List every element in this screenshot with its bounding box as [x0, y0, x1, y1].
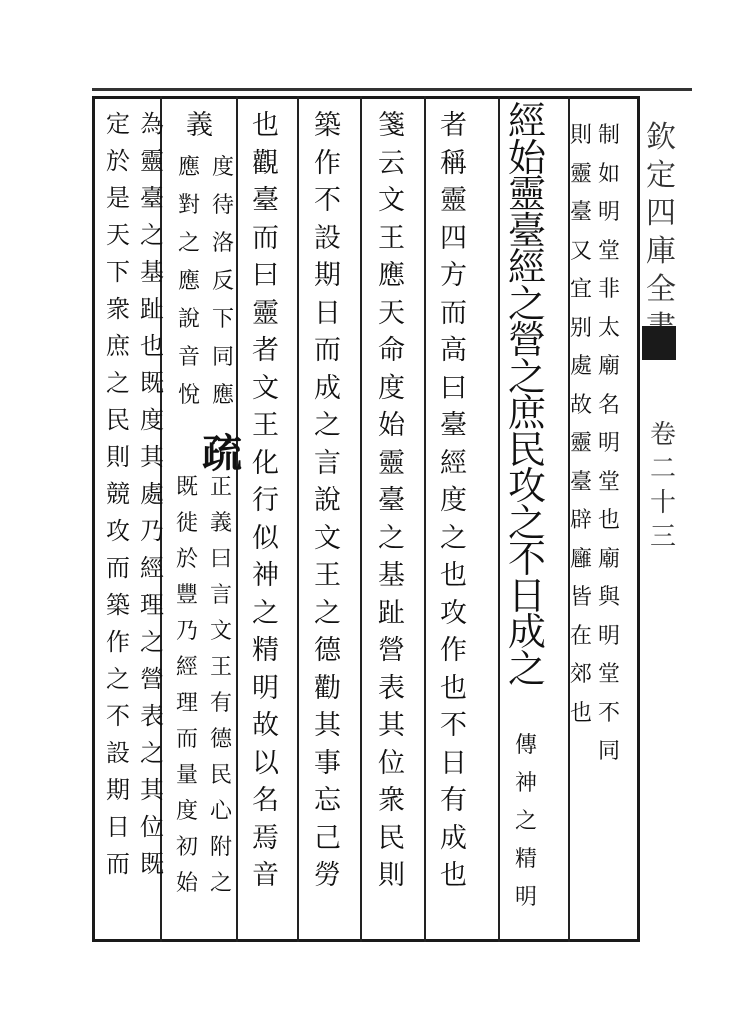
commentary-char: 似 — [252, 522, 279, 554]
margin-char: 三 — [650, 522, 677, 552]
commentary-char: 作 — [314, 147, 341, 179]
commentary-char: 也 — [440, 672, 467, 704]
margin-char: 庫 — [646, 234, 676, 269]
commentary-char: 故 — [252, 710, 279, 741]
annotation-column — [106, 112, 130, 889]
commentary-char: 靈 — [252, 297, 279, 329]
annotation-column — [570, 118, 592, 734]
commentary-char: 天 — [378, 297, 405, 329]
commentary-char: 度 — [440, 485, 467, 516]
annotation-char: 神 — [515, 771, 538, 796]
commentary-char: 之 — [252, 597, 279, 629]
commentary-char: 其 — [314, 710, 341, 741]
annotation-char: 名 — [598, 392, 621, 418]
commentary-char: 也 — [440, 860, 467, 891]
annotation-char: 明 — [598, 623, 621, 649]
annotation-char: 應 — [178, 269, 201, 294]
annotation-char: 如 — [598, 161, 621, 187]
annotation-char: 乃 — [140, 517, 164, 545]
annotation-column — [178, 150, 200, 416]
commentary-char: 命 — [378, 335, 405, 366]
annotation-char: 靈 — [140, 147, 164, 175]
commentary-char: 者 — [440, 110, 467, 141]
annotation-char: 是 — [106, 184, 130, 212]
annotation-char: 故 — [570, 392, 593, 418]
annotation-char: 徙 — [176, 511, 199, 536]
annotation-char: 之 — [210, 871, 233, 896]
annotation-char: 度 — [140, 406, 164, 434]
commentary-column — [252, 112, 279, 900]
main-char: 庶 — [508, 391, 547, 435]
main-char: 經 — [508, 99, 547, 143]
annotation-char: 也 — [570, 700, 593, 726]
commentary-char: 趾 — [378, 597, 405, 629]
annotation-char: 之 — [140, 628, 164, 656]
annotation-char: 待 — [212, 193, 235, 218]
annotation-char: 理 — [140, 591, 164, 619]
annotation-column — [515, 728, 537, 918]
main-char: 經 — [508, 245, 547, 289]
annotation-char: 則 — [106, 443, 130, 471]
commentary-char: 勸 — [314, 672, 341, 704]
commentary-char: 之 — [314, 597, 341, 629]
annotation-char: 皆 — [570, 585, 593, 610]
annotation-char: 經 — [140, 554, 164, 582]
commentary-char: 而 — [252, 222, 279, 254]
column-rule — [424, 96, 426, 942]
commentary-char: 始 — [378, 410, 405, 441]
annotation-char: 初 — [176, 835, 199, 860]
commentary-char: 者 — [252, 335, 279, 366]
main-char: 之 — [508, 500, 547, 545]
column-rule — [360, 96, 362, 942]
annotation-char: 而 — [106, 850, 130, 878]
commentary-char: 說 — [314, 485, 341, 516]
annotation-char: 攻 — [106, 517, 130, 545]
annotation-char: 既 — [176, 475, 199, 500]
commentary-char: 而 — [314, 335, 341, 366]
annotation-char: 其 — [140, 776, 164, 804]
annotation-char: 堂 — [598, 238, 621, 264]
annotation-column — [212, 150, 234, 416]
commentary-char: 基 — [378, 560, 405, 591]
page-frame — [92, 96, 640, 942]
annotation-char: 日 — [106, 813, 130, 841]
annotation-char: 宜 — [570, 277, 593, 302]
annotation-char: 廟 — [598, 354, 621, 379]
fishtail-mark — [642, 326, 676, 360]
annotation-char: 又 — [570, 238, 593, 264]
annotation-char: 應 — [178, 155, 201, 180]
commentary-char: 文 — [378, 185, 405, 216]
commentary-char: 箋 — [378, 110, 405, 141]
annotation-char: 不 — [598, 700, 621, 726]
annotation-char: 明 — [598, 200, 621, 225]
annotation-char: 堂 — [598, 662, 621, 687]
annotation-char: 曰 — [210, 547, 233, 572]
commentary-char: 精 — [252, 635, 279, 666]
commentary-char: 靈 — [378, 447, 405, 479]
annotation-char: 量 — [176, 763, 199, 788]
main-char: 營 — [508, 318, 547, 362]
annotation-char: 在 — [570, 623, 593, 649]
commentary-char: 名 — [252, 785, 279, 816]
main-char: 之 — [508, 354, 547, 399]
commentary-char: 王 — [378, 222, 405, 254]
commentary-char: 攻 — [440, 597, 467, 629]
commentary-char: 成 — [314, 372, 341, 404]
annotation-char: 處 — [140, 480, 164, 508]
commentary-char: 言 — [314, 447, 341, 479]
annotation-char: 於 — [106, 147, 130, 175]
commentary-char: 作 — [440, 635, 467, 666]
shu-marker: 疏 — [202, 430, 242, 477]
commentary-char: 營 — [378, 635, 405, 666]
annotation-char: 辟 — [570, 508, 593, 533]
annotation-char: 乃 — [176, 619, 199, 644]
commentary-char: 臺 — [252, 185, 279, 216]
commentary-char: 有 — [440, 785, 467, 816]
annotation-char: 位 — [140, 813, 164, 841]
annotation-char: 始 — [176, 871, 199, 896]
annotation-char: 别 — [570, 315, 593, 341]
annotation-char: 與 — [598, 585, 621, 610]
commentary-char: 義 — [186, 110, 213, 141]
main-char: 成 — [508, 610, 547, 654]
annotation-char: 之 — [178, 231, 201, 256]
annotation-char: 作 — [106, 628, 130, 656]
annotation-char: 也 — [598, 508, 621, 533]
annotation-column — [176, 470, 198, 902]
main-char: 之 — [508, 646, 547, 691]
annotation-char: 說 — [178, 307, 201, 332]
commentary-char: 云 — [378, 147, 405, 179]
commentary-char: 位 — [378, 747, 405, 779]
annotation-char: 傳 — [515, 733, 538, 758]
annotation-char: 明 — [515, 885, 538, 910]
annotation-char: 精 — [515, 847, 538, 872]
commentary-char: 不 — [440, 710, 467, 741]
annotation-char: 其 — [140, 443, 164, 471]
annotation-char: 臺 — [570, 200, 593, 225]
commentary-char: 文 — [314, 522, 341, 554]
annotation-char: 對 — [178, 193, 201, 218]
main-char: 不 — [508, 537, 547, 581]
annotation-char: 郊 — [570, 662, 593, 687]
annotation-char: 而 — [106, 554, 130, 582]
annotation-char: 應 — [212, 383, 235, 408]
annotation-char: 營 — [140, 665, 164, 693]
annotation-char: 之 — [140, 739, 164, 767]
annotation-char: 築 — [106, 591, 130, 619]
commentary-column — [186, 112, 213, 150]
main-char: 日 — [508, 573, 547, 618]
commentary-char: 四 — [440, 222, 467, 254]
main-char: 靈 — [508, 172, 547, 216]
annotation-char: 天 — [106, 221, 130, 249]
commentary-char: 王 — [252, 410, 279, 441]
commentary-char: 度 — [378, 372, 405, 404]
top-border — [92, 88, 692, 91]
commentary-column — [378, 112, 405, 900]
column-rule — [498, 96, 500, 942]
column-rule — [297, 96, 299, 942]
commentary-char: 稱 — [440, 147, 467, 179]
commentary-char: 臺 — [440, 410, 467, 441]
margin-char: 卷 — [650, 420, 677, 450]
annotation-char: 洛 — [212, 231, 235, 256]
commentary-char: 曰 — [252, 260, 279, 291]
annotation-char: 定 — [106, 110, 130, 138]
commentary-char: 行 — [252, 485, 279, 516]
commentary-char: 焉 — [252, 822, 279, 854]
annotation-char: 下 — [212, 307, 235, 332]
commentary-char: 事 — [314, 747, 341, 779]
annotation-char: 下 — [106, 258, 130, 286]
annotation-char: 設 — [106, 739, 130, 767]
commentary-char: 王 — [314, 560, 341, 591]
main-char: 攻 — [508, 464, 547, 508]
commentary-char: 忘 — [314, 785, 341, 816]
commentary-char: 民 — [378, 822, 405, 854]
column-rule — [236, 96, 238, 942]
commentary-char: 己 — [314, 822, 341, 854]
annotation-char: 不 — [106, 702, 130, 730]
annotation-char: 為 — [140, 110, 164, 138]
margin-char: 四 — [646, 196, 676, 231]
commentary-char: 期 — [314, 260, 341, 291]
annotation-char: 競 — [106, 480, 130, 508]
annotation-char: 度 — [176, 799, 199, 824]
commentary-char: 音 — [252, 860, 279, 891]
annotation-char: 之 — [106, 665, 130, 693]
margin-book-title — [646, 112, 676, 340]
margin-char: 定 — [646, 158, 676, 193]
commentary-char: 經 — [440, 447, 467, 479]
annotation-char: 言 — [210, 583, 233, 608]
commentary-char: 文 — [252, 372, 279, 404]
annotation-char: 制 — [598, 123, 621, 148]
commentary-char: 化 — [252, 447, 279, 479]
annotation-char: 衆 — [106, 295, 130, 323]
annotation-char: 附 — [210, 835, 233, 860]
commentary-char: 德 — [314, 635, 341, 666]
annotation-char: 基 — [140, 258, 164, 286]
main-text-column — [508, 99, 547, 691]
annotation-column — [598, 118, 620, 773]
annotation-char: 而 — [176, 727, 199, 752]
annotation-char: 廟 — [598, 546, 621, 572]
annotation-char: 豐 — [176, 583, 199, 608]
commentary-char: 也 — [252, 110, 279, 141]
annotation-char: 理 — [176, 691, 199, 716]
margin-juan-number — [650, 414, 676, 550]
commentary-char: 臺 — [378, 485, 405, 516]
annotation-char: 明 — [598, 431, 621, 456]
annotation-char: 同 — [598, 739, 621, 764]
commentary-char: 不 — [314, 185, 341, 216]
annotation-char: 期 — [106, 776, 130, 804]
annotation-column — [210, 470, 232, 902]
annotation-char: 臺 — [570, 469, 593, 495]
commentary-char: 方 — [440, 260, 467, 291]
commentary-char: 成 — [440, 822, 467, 854]
margin-char: 全 — [646, 272, 676, 307]
annotation-char: 非 — [598, 277, 621, 302]
annotation-column — [140, 112, 164, 889]
annotation-char: 反 — [212, 269, 235, 294]
commentary-char: 高 — [440, 335, 467, 366]
annotation-char: 靈 — [570, 431, 593, 456]
commentary-char: 則 — [378, 860, 405, 891]
commentary-char: 以 — [252, 747, 279, 779]
annotation-char: 悅 — [178, 383, 201, 408]
annotation-char: 心 — [210, 799, 233, 824]
annotation-char: 德 — [210, 727, 233, 752]
annotation-char: 之 — [515, 809, 538, 834]
commentary-char: 靈 — [440, 185, 467, 216]
annotation-char: 王 — [210, 655, 233, 680]
commentary-column — [314, 112, 341, 900]
commentary-char: 衆 — [378, 785, 405, 816]
annotation-char: 太 — [598, 315, 621, 341]
annotation-char: 音 — [178, 345, 201, 370]
annotation-char: 民 — [106, 406, 130, 434]
commentary-char: 日 — [440, 747, 467, 779]
annotation-char: 文 — [210, 619, 233, 644]
annotation-char: 既 — [140, 850, 164, 878]
commentary-char: 日 — [314, 297, 341, 329]
annotation-char: 則 — [570, 123, 593, 148]
annotation-char: 表 — [140, 702, 164, 730]
commentary-char: 其 — [378, 710, 405, 741]
annotation-char: 靈 — [570, 161, 593, 187]
commentary-char: 應 — [378, 260, 405, 291]
commentary-char: 之 — [378, 522, 405, 554]
annotation-char: 正 — [210, 475, 233, 500]
commentary-char: 而 — [440, 297, 467, 329]
margin-char: 欽 — [646, 120, 676, 155]
commentary-char: 也 — [440, 560, 467, 591]
commentary-char: 設 — [314, 222, 341, 254]
commentary-char: 觀 — [252, 147, 279, 179]
margin-char: 十 — [650, 488, 677, 518]
commentary-char: 之 — [314, 410, 341, 441]
annotation-char: 之 — [140, 221, 164, 249]
annotation-char: 經 — [176, 655, 199, 680]
commentary-char: 勞 — [314, 860, 341, 891]
annotation-char: 廱 — [570, 546, 593, 572]
commentary-char: 築 — [314, 110, 341, 141]
annotation-char: 既 — [140, 369, 164, 397]
annotation-char: 於 — [176, 547, 199, 572]
annotation-char: 也 — [140, 332, 164, 360]
annotation-char: 度 — [212, 155, 235, 180]
commentary-char: 表 — [378, 672, 405, 704]
annotation-char: 義 — [210, 511, 233, 536]
commentary-char: 明 — [252, 672, 279, 704]
annotation-char: 堂 — [598, 469, 621, 495]
commentary-char: 之 — [440, 522, 467, 554]
annotation-char: 庶 — [106, 332, 130, 360]
annotation-char: 趾 — [140, 295, 164, 323]
main-char: 臺 — [508, 208, 547, 253]
annotation-char: 之 — [106, 369, 130, 397]
annotation-char: 臺 — [140, 184, 164, 212]
commentary-char: 神 — [252, 560, 279, 591]
commentary-char: 曰 — [440, 372, 467, 404]
main-char: 民 — [508, 427, 547, 472]
annotation-char: 民 — [210, 763, 233, 788]
annotation-char: 處 — [570, 354, 593, 379]
main-char: 之 — [508, 281, 547, 326]
commentary-column — [440, 112, 467, 900]
annotation-char: 有 — [210, 691, 233, 716]
main-char: 始 — [508, 135, 547, 180]
margin-char: 二 — [650, 454, 677, 484]
annotation-char: 同 — [212, 345, 235, 370]
